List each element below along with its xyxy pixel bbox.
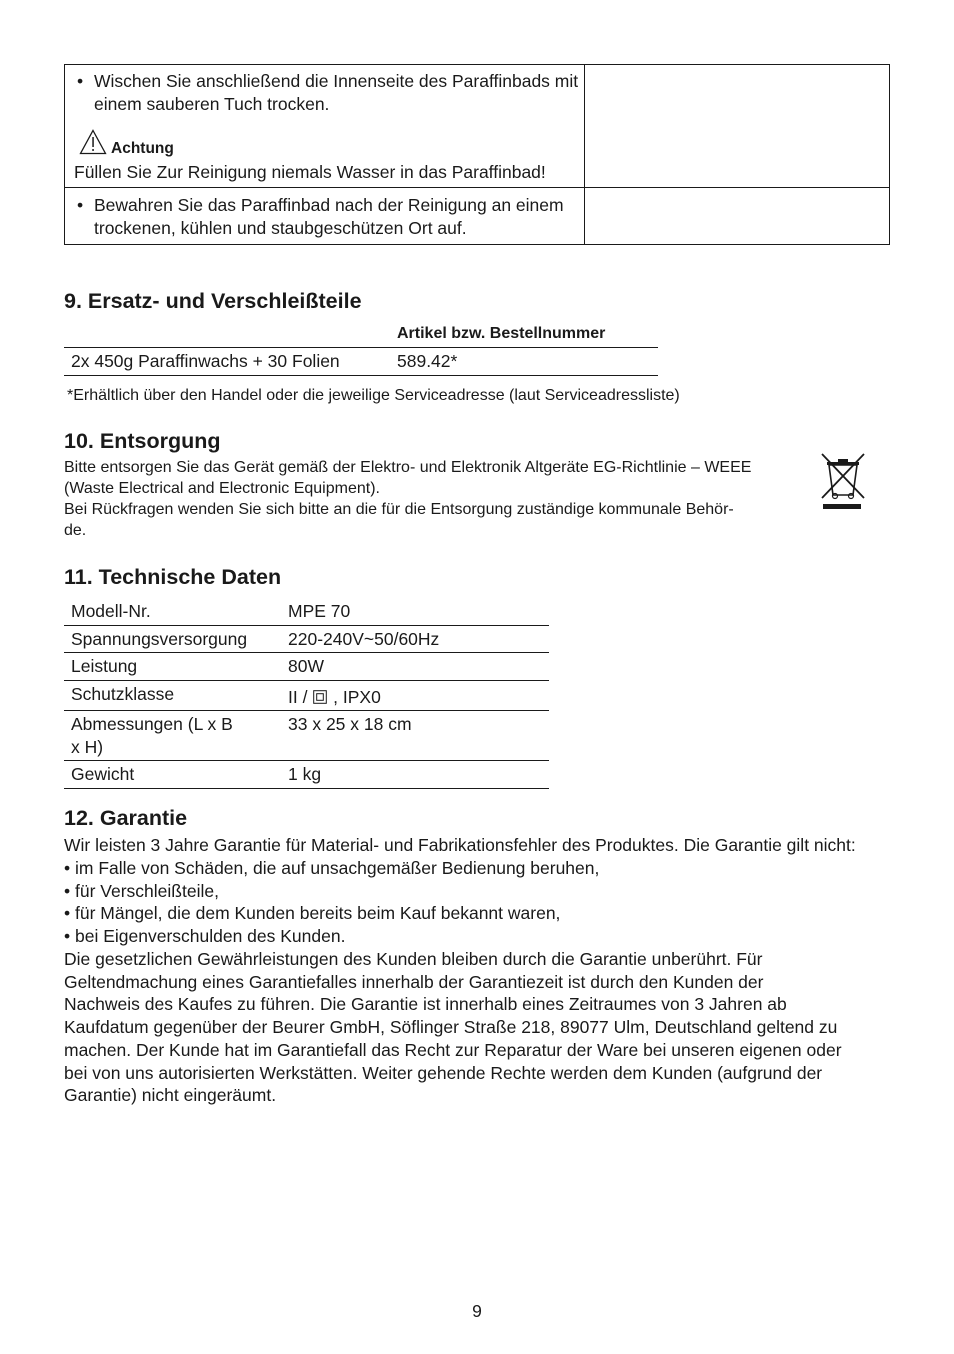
tech-row-label-line-2: x H): [71, 736, 104, 757]
list-item: • bei Eigenverschulden des Kunden.: [64, 926, 346, 947]
disposal-line-2: (Waste Electrical and Electronic Equipment).: [64, 480, 380, 497]
paragraph-line: machen. Der Kunde hat im Garantiefall das Recht zur Reparatur der Ware bei unseren eigenen oder: [64, 1039, 842, 1060]
warning-text: Füllen Sie Zur Reinigung niemals Wasser in das Paraffinbad!: [74, 162, 546, 182]
care-bullet-2-text: Bewahren Sie das Paraffinbad nach der Reinigung an einem trockenen, kühlen und staubgeschützen Ort auf.: [94, 195, 564, 238]
paragraph-line: Kaufdatum gegenüber der Beurer GmbH, Söflinger Straße 218, 89077 Ulm, Deutschland geltend zu: [64, 1017, 838, 1038]
crossed-out-bin-icon: [819, 452, 867, 512]
double-square-icon: [313, 690, 327, 704]
tech-row-divider: [64, 788, 549, 789]
tech-row-label: Gewicht: [71, 764, 135, 784]
tech-data-table: [64, 596, 549, 790]
tech-row-value: [288, 686, 381, 709]
parts-footnote: *Erhältlich über den Handel oder die jeweilige Serviceadresse (laut Serviceadressliste): [67, 387, 680, 404]
section-11-heading: 11. Technische Daten: [64, 565, 282, 589]
parts-item-name: 2x 450g Paraffinwachs + 30 Folien: [71, 351, 340, 371]
tech-row-divider: [64, 760, 549, 761]
care-bullet-1: • Wischen Sie anschließend die Innenseite des Paraffinbads mit einem sauberen Tuch trocken.: [77, 70, 582, 115]
warning-label: Achtung: [111, 140, 174, 157]
protection-class-suffix: , IPX0: [328, 687, 381, 707]
tech-row-divider: [64, 710, 549, 711]
care-bullet-1-text: Wischen Sie anschließend die Innenseite des Paraffinbads mit einem sauberen Tuch trocken.: [94, 71, 579, 114]
list-item: • für Mängel, die dem Kunden bereits beim Kauf bekannt waren,: [64, 903, 561, 924]
tech-row-divider: [64, 652, 549, 653]
tech-row-value: 33 x 25 x 18 cm: [288, 714, 412, 734]
table-divider-vertical: [584, 65, 585, 244]
disposal-line-4: de.: [64, 522, 87, 539]
paragraph-line: Nachweis des Kaufes zu führen. Die Garantie ist innerhalb eines Zeitraumes von 3 Jahren ab: [64, 994, 787, 1015]
tech-row-label: Schutzklasse: [71, 684, 175, 704]
disposal-line-3: Bei Rückfragen wenden Sie sich bitte an die für die Entsorgung zuständige kommunale Behör-: [64, 501, 734, 518]
warranty-paragraph: [64, 948, 842, 1107]
parts-item-number: 589.42*: [397, 351, 458, 371]
list-item: • im Falle von Schäden, die auf unsachgemäßer Bedienung beruhen,: [64, 858, 600, 878]
section-12-heading: 12. Garantie: [64, 806, 188, 830]
page-number: 9: [472, 1301, 482, 1321]
warranty-exclusions-list: [64, 857, 599, 948]
table-divider-horizontal: [65, 187, 889, 188]
tech-row-label: Leistung: [71, 656, 138, 676]
paragraph-line: Geltendmachung eines Garantiefalles innerhalb der Garantiezeit ist durch den Kunden der: [64, 971, 764, 992]
tech-row-value: 1 kg: [288, 764, 322, 784]
section-9-heading: 9. Ersatz- und Verschleißteile: [64, 289, 362, 313]
parts-column-header: Artikel bzw. Bestellnummer: [397, 325, 606, 342]
tech-row-value: MPE 70: [288, 601, 351, 621]
care-instructions-table: [64, 64, 890, 245]
warning-triangle-icon: [79, 129, 107, 155]
protection-class-prefix: II /: [288, 687, 313, 707]
care-bullet-2: • Bewahren Sie das Paraffinbad nach der Reinigung an einem trockenen, kühlen und staubgeschützen Ort auf.: [77, 194, 582, 239]
parts-table-bottom-rule: [64, 375, 658, 376]
warranty-intro: Wir leisten 3 Jahre Garantie für Material- und Fabrikationsfehler des Produktes. Die Garantie gilt nicht:: [64, 835, 856, 855]
paragraph-line: bei von uns autorisierten Werkstätten. Weiter gehende Rechte werden dem Kunden (aufgrund der: [64, 1062, 823, 1083]
disposal-text: [64, 457, 814, 541]
tech-row-value: 220-240V~50/60Hz: [288, 629, 440, 649]
tech-row-value: 80W: [288, 656, 324, 676]
parts-table-top-rule: [64, 347, 658, 348]
tech-row-label: Modell-Nr.: [71, 601, 151, 621]
paragraph-line: Die gesetzlichen Gewährleistungen des Kunden bleiben durch die Garantie unberührt. Für: [64, 949, 763, 969]
tech-row-divider: [64, 680, 549, 681]
tech-row-divider: [64, 625, 549, 626]
warning-label-group: [79, 129, 219, 157]
section-10-heading: 10. Entsorgung: [64, 429, 221, 453]
tech-row-label: [71, 713, 233, 758]
tech-row-label: Spannungsversorgung: [71, 629, 248, 649]
paragraph-line: Garantie) nicht eingeräumt.: [64, 1085, 277, 1106]
tech-row-label-line-1: Abmessungen (L x B: [71, 714, 233, 734]
disposal-line-1: Bitte entsorgen Sie das Gerät gemäß der Elektro- und Elektronik Altgeräte EG-Richtlinie – WEEE: [64, 459, 752, 476]
list-item: • für Verschleißteile,: [64, 880, 219, 901]
